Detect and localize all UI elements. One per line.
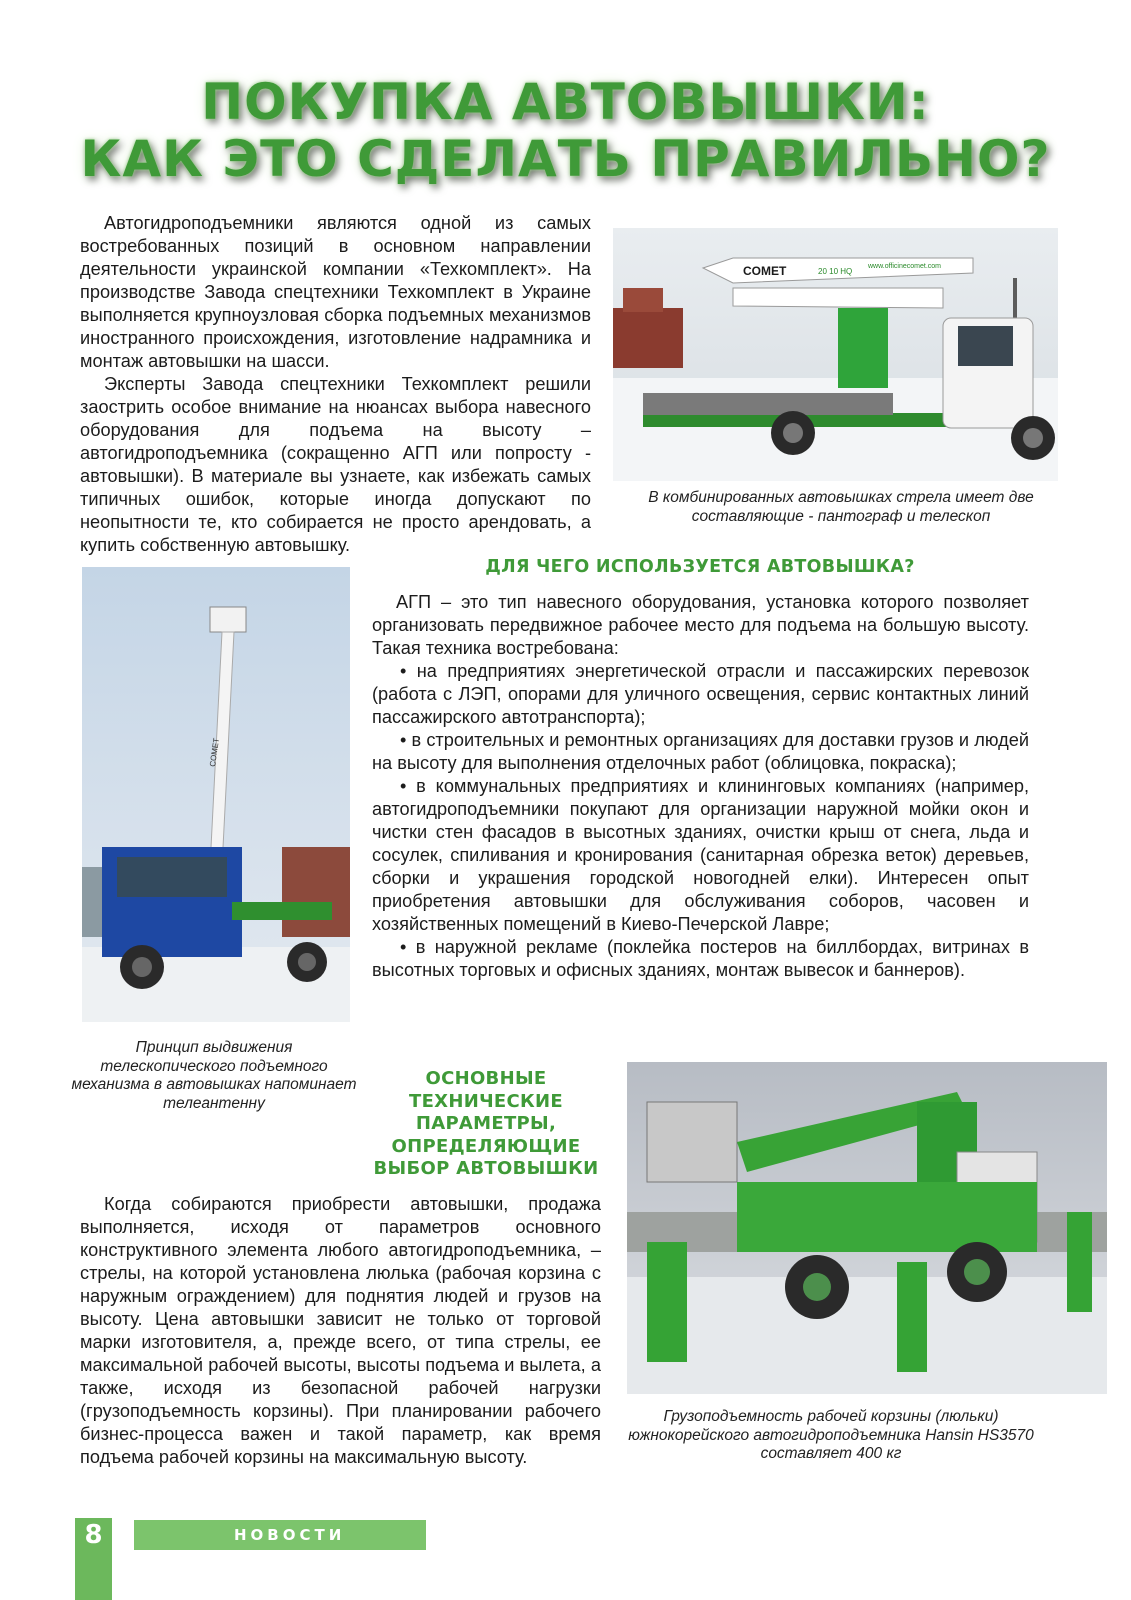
caption-hansin: Грузоподъемность рабочей корзины (люльки) южнокорейского автогидроподъемника Hansin HS3570 составляет 400 кг xyxy=(628,1408,1034,1462)
section-parameters-text xyxy=(80,1193,601,1469)
comet-brand-label: COMET xyxy=(743,264,787,278)
parameters-heading-line-4: ОПРЕДЕЛЯЮЩИЕ xyxy=(391,1135,581,1157)
usage-paragraph: АГП – это тип навесного оборудования, установка которого позволяет организовать передвижное рабочее место для подъема на большую высоту. Такая техника востребована: xyxy=(372,592,1029,658)
comet-site-label: www.officinecomet.com xyxy=(868,263,942,270)
usage-bullet-energy: • на предприятиях энергетической отрасли и пассажирских перевозок (работа с ЛЭП, опорами для уличного освещения, сервис контактных линий пассажирского автотранспорта); xyxy=(372,661,1029,727)
intro-paragraph-2: Эксперты Завода спецтехники Техкомплект решили заострить особое внимание на нюансах выбора навесного оборудования для подъема на высоту – автогидроподъемника (сокращенно АГП или попросту - автовышки). В материале вы узнаете, как избежать самых типичных ошибок, которые иногда допускают по неопытности те, кто собирается не просто арендовать, а купить собственную автовышку. xyxy=(80,374,591,555)
parameters-heading-line-5: ВЫБОР АВТОВЫШКИ xyxy=(373,1158,599,1179)
caption-comet: В комбинированных автовышках стрела имеет две составляющие - пантограф и телескоп xyxy=(648,489,1034,525)
photo-maz-truck xyxy=(82,567,350,1022)
page-title-line-1: ПОКУПКА АВТОВЫШКИ: xyxy=(201,73,930,131)
footer-section-label: НОВОСТИ xyxy=(134,1520,426,1550)
photo-hansin-truck xyxy=(627,1062,1107,1394)
section-heading-parameters xyxy=(368,1068,604,1181)
section-heading-usage: ДЛЯ ЧЕГО ИСПОЛЬЗУЕТСЯ АВТОВЫШКА? xyxy=(485,557,915,577)
usage-bullet-construction: • в строительных и ремонтных организациях для доставки грузов и людей на высоту для выполнения отделочных работ (облицовка, покраска); xyxy=(372,730,1029,773)
parameters-heading-line-2: ТЕХНИЧЕСКИЕ xyxy=(408,1090,563,1112)
section-usage-text xyxy=(372,591,1029,982)
maz-brand-label: COMET xyxy=(208,737,222,768)
intro-text xyxy=(80,212,591,557)
usage-bullet-utilities: • в коммунальных предприятиях и клининговых компаниях (например, автогидроподъемники покупают для организации наружной мойки окон и чистки стен фасадов в высотных зданиях, очистки крыш от снега, льда и сосулек, спиливания и кронирования (санитарная обрезка веток) деревьев, сборки и украшения городской новогодней елки). Интересен опыт приобретения автовышки для обслуживания соборов, часовен и хозяйственных помещений в Киево-Печерской Лавре; xyxy=(372,776,1029,934)
parameters-heading-line-1: ОСНОВНЫЕ xyxy=(425,1068,547,1089)
usage-bullet-advertising: • в наружной рекламе (поклейка постеров на биллбордах, витринах в высотных торговых и офисных зданиях, монтаж вывесок и баннеров). xyxy=(372,937,1029,980)
parameters-heading-line-3: ПАРАМЕТРЫ, xyxy=(415,1113,557,1134)
comet-model-label: 20 10 HQ xyxy=(818,267,853,276)
intro-paragraph-1: Автогидроподъемники являются одной из самых востребованных позиций в основном направлении деятельности украинской компании «Техкомплект». На производстве Завода спецтехники Техкомплект в Украине выполняется крупноузловая сборка подъемных механизмов иностранного происхождения, изготовление надрамника и монтаж автовышки на шасси. xyxy=(80,213,591,371)
caption-maz: Принцип выдвижения телескопического подъемного механизма в автовышках напоминает телеантенну xyxy=(71,1039,357,1112)
page-number: 8 xyxy=(75,1518,112,1600)
photo-comet-truck xyxy=(613,228,1058,481)
page-title-line-2: КАК ЭТО СДЕЛАТЬ ПРАВИЛЬНО? xyxy=(80,130,1051,188)
parameters-paragraph: Когда собираются приобрести автовышки, продажа выполняется, исходя от параметров основного конструктивного элемента любого автогидроподъемника, – стрелы, на которой установлена люлька (рабочая корзина с наружным ограждением) для поднятия людей и грузов на высоту. Цена автовышки зависит не только от торговой марки изготовителя, а, прежде всего, от типа стрелы, ее максимальной рабочей высоты, высоты подъема и вылета, а также, исходя из безопасной рабочей нагрузки (грузоподъемность корзины). При планировании рабочего бизнес-процесса важен и такой параметр, как время подъема рабочей корзины на максимальную высоту. xyxy=(80,1194,601,1467)
